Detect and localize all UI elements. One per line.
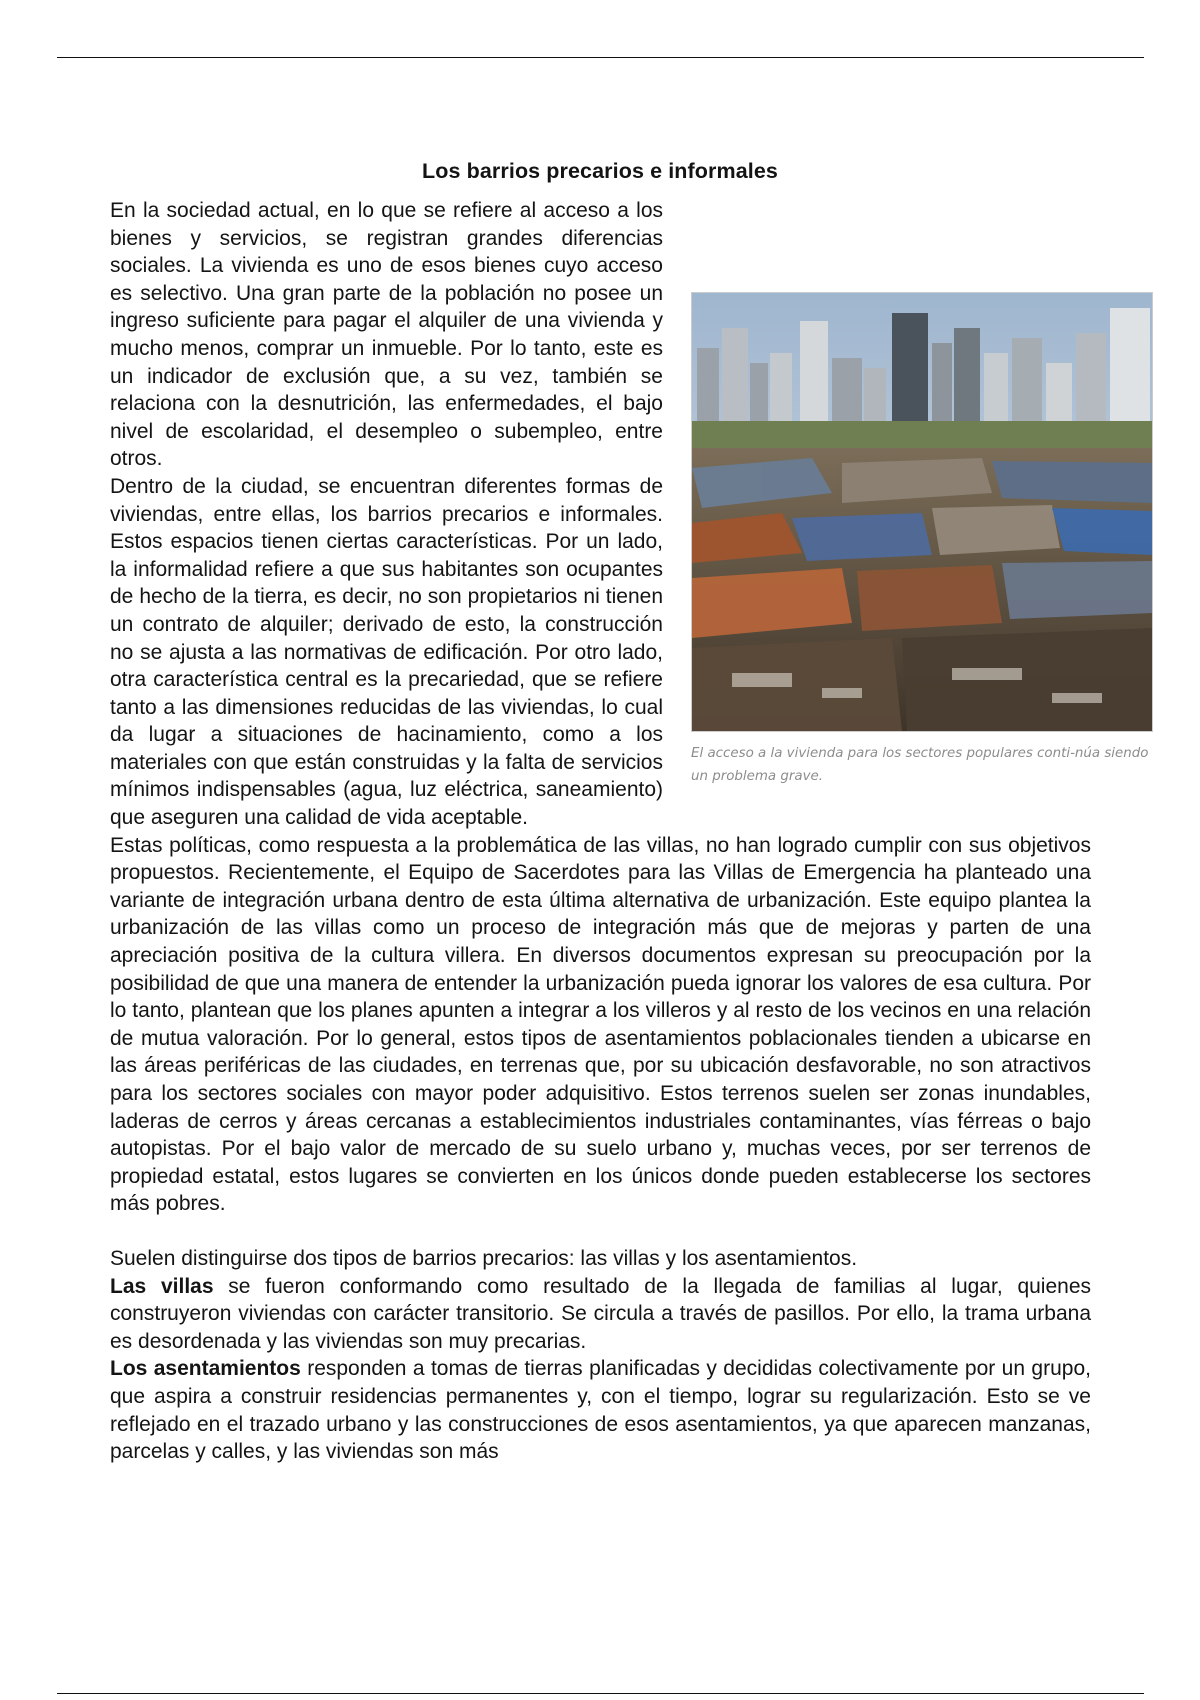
paragraph-city: Dentro de la ciudad, se encuentran diferentes formas de viviendas, entre ellas, los barrios precarios e informales. Estos espacios tienen ciertas características. Por un lado, la informalidad refiere a que sus habitantes son ocupantes de hecho de la tierra, es decir, no son propietarios ni tienen un contrato de alquiler; derivado de esto, la construcción no se ajusta a las normativas de edificación. Por otro lado, otra característica central es la precariedad, que se refiere tanto a las dimensiones reducidas de las viviendas, lo cual da lugar a situaciones de hacinamiento, como a los materiales con que están construidas y la falta de servicios mínimos indispensables (agua, luz eléctrica, saneamiento) que aseguren una calidad de vida aceptable. <box>110 474 663 830</box>
footer-rule <box>57 1693 1144 1694</box>
page-title: Los barrios precarios e informales <box>422 159 778 184</box>
figure <box>691 292 1154 788</box>
asentamientos-term: Los asentamientos <box>110 1357 301 1381</box>
paragraph-intro: En la sociedad actual, en lo que se refiere al acceso a los bienes y servicios, se registran grandes diferencias sociales. La vivienda es uno de esos bienes cuyo acceso es selectivo. Una gran parte de la población no posee un ingreso suficiente para pagar el alquiler de una vivienda y mucho menos, comprar un inmueble. Por lo tanto, este es un indicador de exclusión que, a su vez, también se relaciona con la desnutrición, las enfermedades, el bajo nivel de escolaridad, el desempleo o subempleo, entre otros. <box>110 199 663 471</box>
asentamientos-text: responden a tomas de tierras planificadas y decididas colectivamente por un grupo, que aspira a construir residencias permanentes y, con el tiempo, lograr su regularización. Esto se ve reflejado en el trazado urbano y las construcciones de esos asentamientos, ya que aparecen manzanas, parcelas y calles, y las viviendas son más <box>110 1357 1091 1464</box>
paragraph-policies: Estas políticas, como respuesta a la problemática de las villas, no han logrado cumplir con sus objetivos propuestos. Recientemente, el Equipo de Sacerdotes para las Villas de Emergencia ha planteado una variante de integración urbana dentro de esta última alternativa de urbanización. Este equipo plantea la urbanización de las villas como un proceso de integración más que de mejoras y parten de una apreciación positiva de la cultura villera. En diversos documentos expresan su preocupación por la posibilidad de que una manera de entender la urbanización pueda ignorar los valores de esa cultura. Por lo tanto, plantean que los planes apunten a integrar a los villeros y al resto de los vecinos en una relación de mutua valoración. Por lo general, estos tipos de asentamientos poblacionales tienden a ubicarse en las áreas periféricas de las ciudades, en terrenas que, por su ubicación desfavorable, no son atractivos para los sectores sociales con mayor poder adquisitivo. Estos terrenos suelen ser zonas inundables, laderas de cerros y áreas cercanas a establecimientos industriales contaminantes, vías férreas o bajo autopistas. Por el bajo valor de mercado de su suelo urbano y, muchas veces, por ser terrenos de propiedad estatal, estos lugares se convierten en los únicos donde pueden establecerse los sectores más pobres. <box>110 833 1091 1216</box>
villas-text: se fueron conformando como resultado de la llegada de familias al lugar, quienes construyeron viviendas con carácter transitorio. Se circula a través de pasillos. Por ello, la trama urbana es desordenada y las viviendas son muy precarias. <box>110 1274 1091 1353</box>
paragraph-types: Suelen distinguirse dos tipos de barrios precarios: las villas y los asentamientos. <box>110 1246 858 1270</box>
header-rule <box>57 57 1144 58</box>
paragraph-gap <box>110 1218 1091 1245</box>
figure-caption: El acceso a la vivienda para los sectores populares conti-núa siendo un problema grave. <box>691 746 1149 784</box>
paragraph-villas <box>110 1273 1091 1356</box>
villa-photo <box>691 292 1153 732</box>
paragraph-asentamientos <box>110 1355 1091 1465</box>
villas-term: Las villas <box>110 1274 214 1298</box>
document-body <box>110 197 1149 1466</box>
